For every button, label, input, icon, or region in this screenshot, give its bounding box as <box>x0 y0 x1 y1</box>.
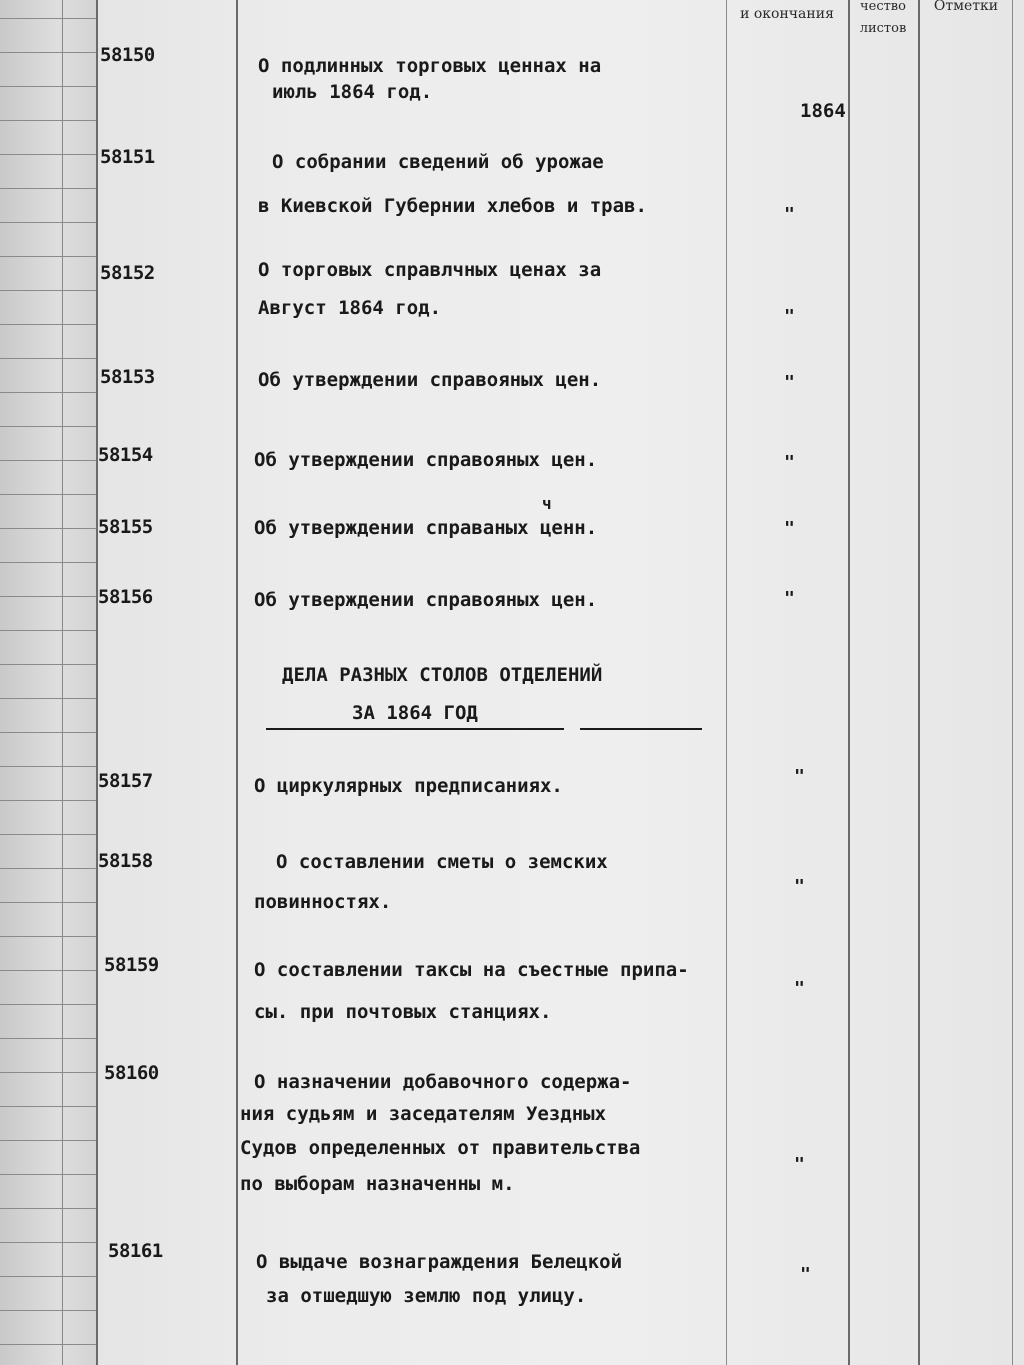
file-number: 58157 <box>98 770 153 792</box>
file-number: 58161 <box>108 1240 163 1262</box>
file-title: О подлинных торговых ценнах на <box>258 55 602 77</box>
file-title: сы. при почтовых станциях. <box>254 1001 552 1023</box>
file-title: О циркулярных предписаниях. <box>254 775 563 797</box>
file-title: ния судьям и заседателям Уездных <box>240 1103 607 1125</box>
ditto-mark: " <box>794 1154 805 1175</box>
ditto-mark: " <box>784 306 795 327</box>
ditto-mark: " <box>784 518 795 539</box>
ditto-mark: " <box>784 452 795 473</box>
ditto-mark: " <box>800 1264 811 1285</box>
file-title: Об утверждении справаных ценн. <box>254 517 598 539</box>
file-number: 58155 <box>98 516 153 538</box>
ditto-mark: " <box>784 204 795 225</box>
file-title: О назначении добавочного содержа- <box>254 1071 632 1093</box>
file-number: 58151 <box>100 146 155 168</box>
file-title: Август 1864 год. <box>258 297 442 319</box>
file-number: 58154 <box>98 444 153 466</box>
ditto-mark: " <box>794 978 805 999</box>
file-title: О составлении таксы на съестные припа- <box>254 959 689 981</box>
heading-underline <box>266 728 564 730</box>
header-dates: и окончания <box>740 6 834 22</box>
column-rule <box>96 0 98 1365</box>
file-title: повинностях. <box>254 891 392 913</box>
section-heading-year: ЗА 1864 ГОД <box>352 702 478 724</box>
handwritten-correction: ч <box>542 494 552 513</box>
column-rule <box>236 0 238 1365</box>
file-title: по выборам назначенны м. <box>240 1173 515 1195</box>
file-number: 58159 <box>104 954 159 976</box>
column-rule <box>726 0 727 1365</box>
file-title: О собрании сведений об урожае <box>272 151 604 173</box>
column-rule <box>62 0 63 1365</box>
ditto-mark: " <box>784 588 795 609</box>
column-rule <box>848 0 850 1365</box>
file-title: О составлении сметы о земских <box>276 851 608 873</box>
file-title: О выдаче вознаграждения Белецкой <box>256 1251 623 1273</box>
section-heading: ДЕЛА РАЗНЫХ СТОЛОВ ОТДЕЛЕНИЙ <box>282 664 603 686</box>
ditto-mark: " <box>794 766 805 787</box>
file-number: 58158 <box>98 850 153 872</box>
file-year: 1864 <box>800 100 846 122</box>
file-number: 58156 <box>98 586 153 608</box>
page-binding-margin <box>0 0 96 1365</box>
header-sheets: чество листов <box>859 0 907 36</box>
file-title: О торговых справлчных ценах за <box>258 259 602 281</box>
column-rule <box>1012 0 1013 1365</box>
header-notes: Отметки <box>933 0 999 14</box>
ditto-mark: " <box>784 372 795 393</box>
file-number: 58160 <box>104 1062 159 1084</box>
file-title: Об утверждении справояных цен. <box>254 449 598 471</box>
column-rule <box>918 0 920 1365</box>
heading-underline <box>580 728 702 730</box>
file-title: Об утверждении справояных цен. <box>258 369 602 391</box>
file-title: июль 1864 год. <box>272 81 433 103</box>
file-title: за отшедшую землю под улицу. <box>266 1285 587 1307</box>
file-number: 58150 <box>100 44 155 66</box>
ditto-mark: " <box>794 876 805 897</box>
file-number: 58152 <box>100 262 155 284</box>
file-title: Судов определенных от правительства <box>240 1137 641 1159</box>
file-title: Об утверждении справояных цен. <box>254 589 598 611</box>
file-number: 58153 <box>100 366 155 388</box>
file-title: в Киевской Губернии хлебов и трав. <box>258 195 647 217</box>
